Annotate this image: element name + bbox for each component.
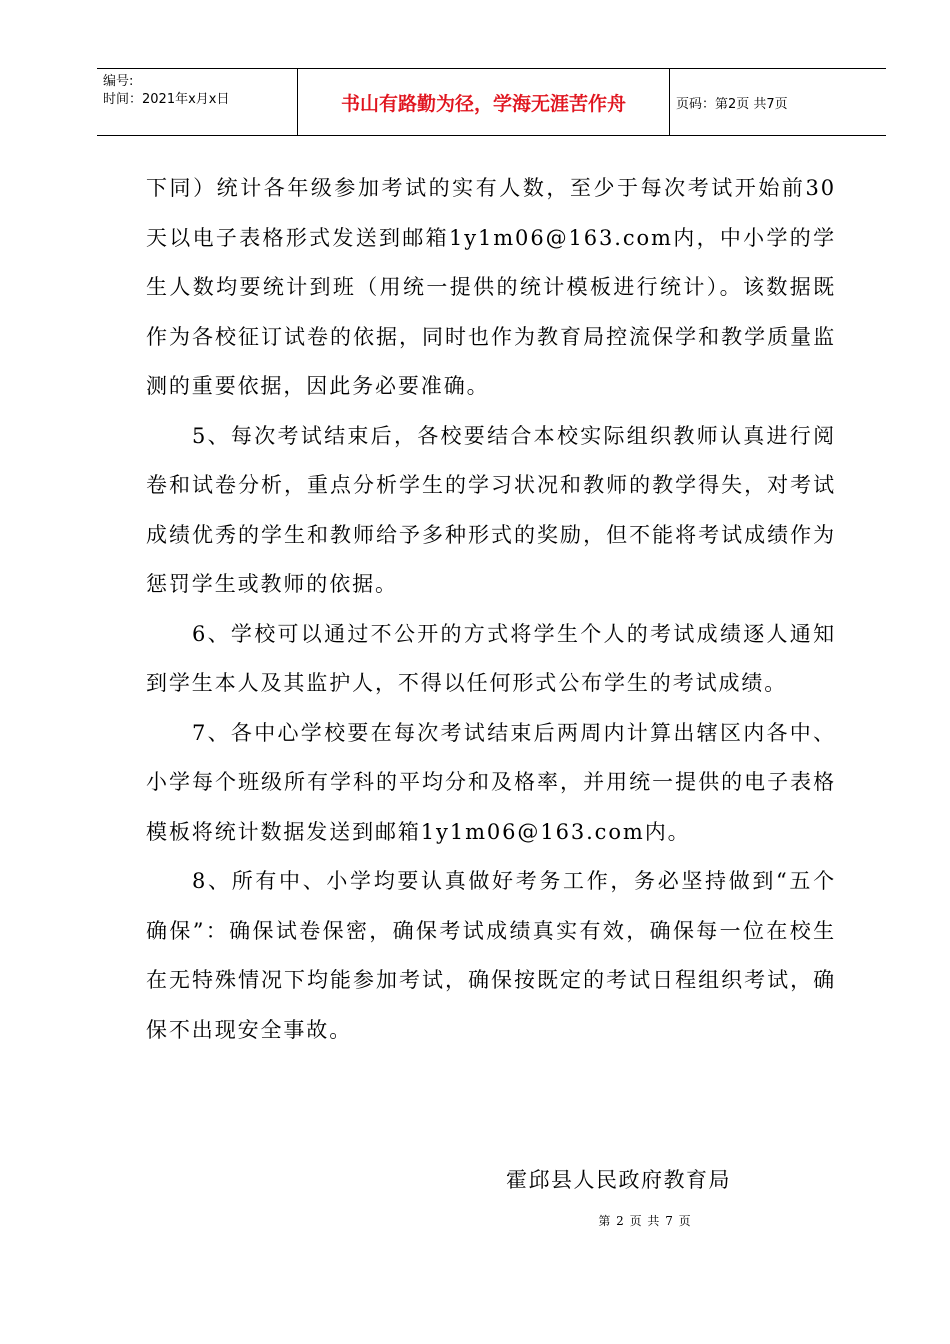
body-paragraph: 6、学校可以通过不公开的方式将学生个人的考试成绩逐人通知到学生本人及其监护人，不得以任何形式公布学生的考试成绩。 [146,621,836,695]
document-number-label: 编号: [103,74,134,89]
footer-page-number: 第 2 页 共 7 页 [598,1214,692,1228]
body-paragraph: 7、各中心学校要在每次考试结束后两周内计算出辖区内各中、小学每个班级所有学科的平均分和及格率，并用统一提供的电子表格模板将统计数据发送到邮箱1y1m06@163.com内。 [146,720,836,844]
document-body [146,164,836,1055]
body-paragraph: 5、每次考试结束后，各校要结合本校实际组织教师认真进行阅卷和试卷分析，重点分析学生的学习状况和教师的教学得失，对考试成绩优秀的学生和教师给予多种形式的奖励，但不能将考试成绩作为惩罚学生或教师的依据。 [146,423,836,596]
header-page-number: 页码：第2页 共7页 [676,96,788,112]
body-paragraph: 8、所有中、小学均要认真做好考务工作，务必坚持做到“五个确保”：确保试卷保密，确保考试成绩真实有效，确保每一位在校生在无特殊情况下均能参加考试，确保按既定的考试日程组织考试，确保不出现安全事故。 [146,869,836,1042]
page-header [97,68,886,136]
body-paragraph: 下同）统计各年级参加考试的实有人数，至少于每次考试开始前30天以电子表格形式发送到邮箱1y1m06@163.com内，中小学的学生人数均要统计到班（用统一提供的统计模板进行统计）。该数据既作为各校征订试卷的依据，同时也作为教育局控流保学和教学质量监测的重要依据，因此务必要准确。 [146,176,836,398]
header-page-cell [670,69,886,135]
header-meta-cell [97,69,298,135]
issuer-signature: 霍邱县人民政府教育局 [506,1168,731,1192]
document-time-label: 时间：2021年x月x日 [103,92,230,107]
header-motto-cell [298,69,670,135]
header-motto: 书山有路勤为径，学海无涯苦作舟 [340,92,626,115]
page-footer [0,1212,950,1229]
